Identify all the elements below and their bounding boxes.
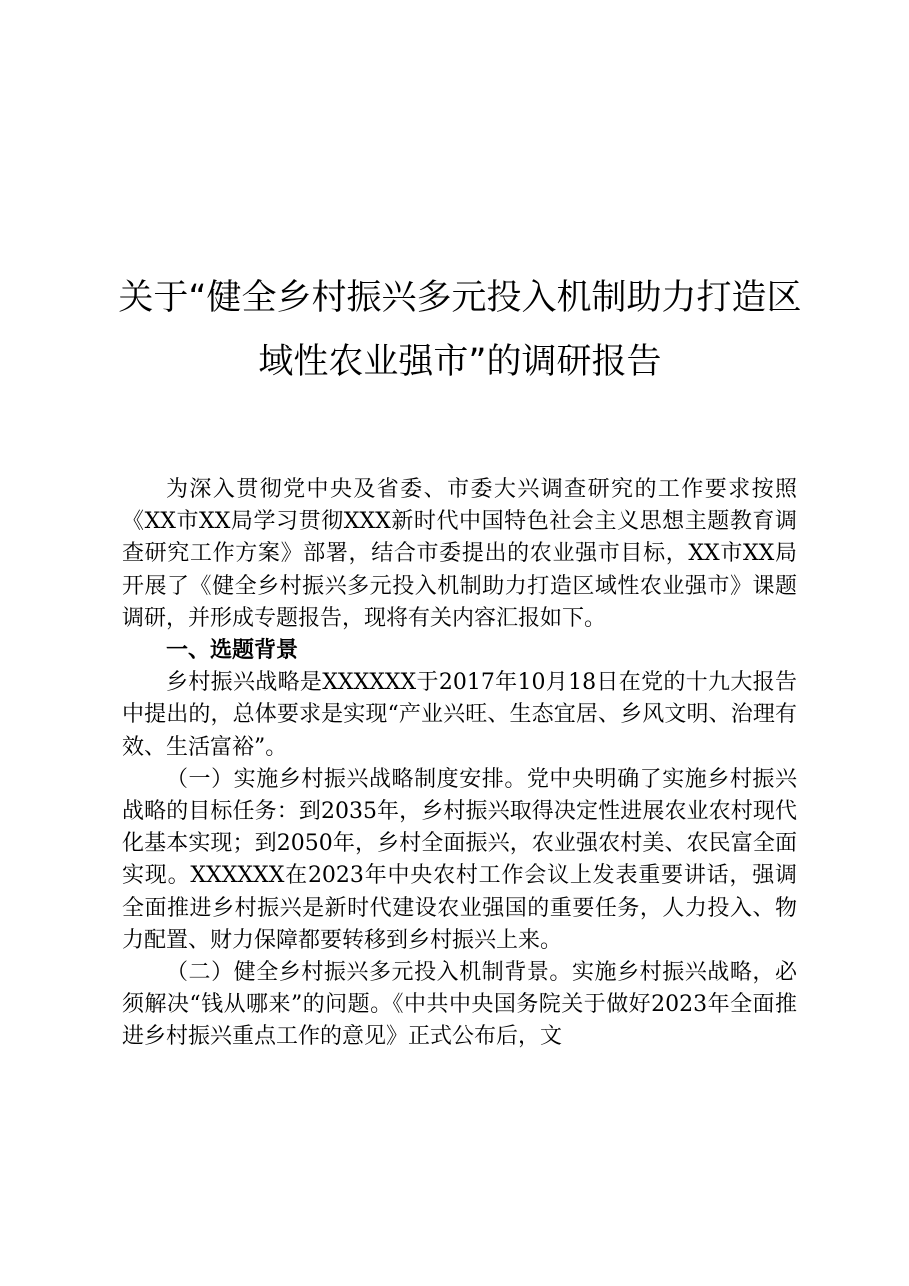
section-heading-background: 一、选题背景 [166,638,299,664]
subsection-1-text: 党中央明确了实施乡村振兴战略的目标任务：到2035年，乡村振兴取得决定性进展农业农村现代化基本实现；到2050年，乡村全面振兴，农业强农村美、农民富全面实现。XXXXXX在2023年中央农村工作会议上发表重要讲话，强调全面推进乡村振兴是新时代建设农业强国的重要任务，人力投入、物力配置、财力保障都要转移到乡村振兴上来。 [122,766,797,953]
document-title-line-1: 关于“健全乡村振兴多元投入机制助力打造区 [118,278,802,318]
intro-paragraph: 为深入贯彻党中央及省委、市委大兴调查研究的工作要求按照《XX市XX局学习贯彻XXX新时代中国特色社会主义思想主题教育调查研究工作方案》部署，结合市委提出的农业强市目标，XX市XX局开展了《健全乡村振兴多元投入机制助力打造区域性农业强市》课题调研，并形成专题报告，现将有关内容汇报如下。 [122,477,797,631]
subsection-2-paragraph [122,957,797,1054]
subsection-2-text: 实施乡村振兴战略，必须解决“钱从哪来”的问题。《中共中央国务院关于做好2023年全面推进乡村振兴重点工作的意见》正式公布后，文 [122,960,797,1050]
subsection-1-heading: （一）实施乡村振兴战略制度安排。 [166,766,527,792]
subsection-1-paragraph [122,764,797,957]
document-body [122,474,797,1054]
background-paragraph: 乡村振兴战略是XXXXXX于2017年10月18日在党的十九大报告中提出的，总体要求是实现“产业兴旺、生态宜居、乡风文明、治理有效、生活富裕”。 [122,670,797,760]
document-title-line-2: 域性农业强市”的调研报告 [258,342,662,382]
subsection-2-heading: （二）健全乡村振兴多元投入机制背景。 [166,960,572,986]
